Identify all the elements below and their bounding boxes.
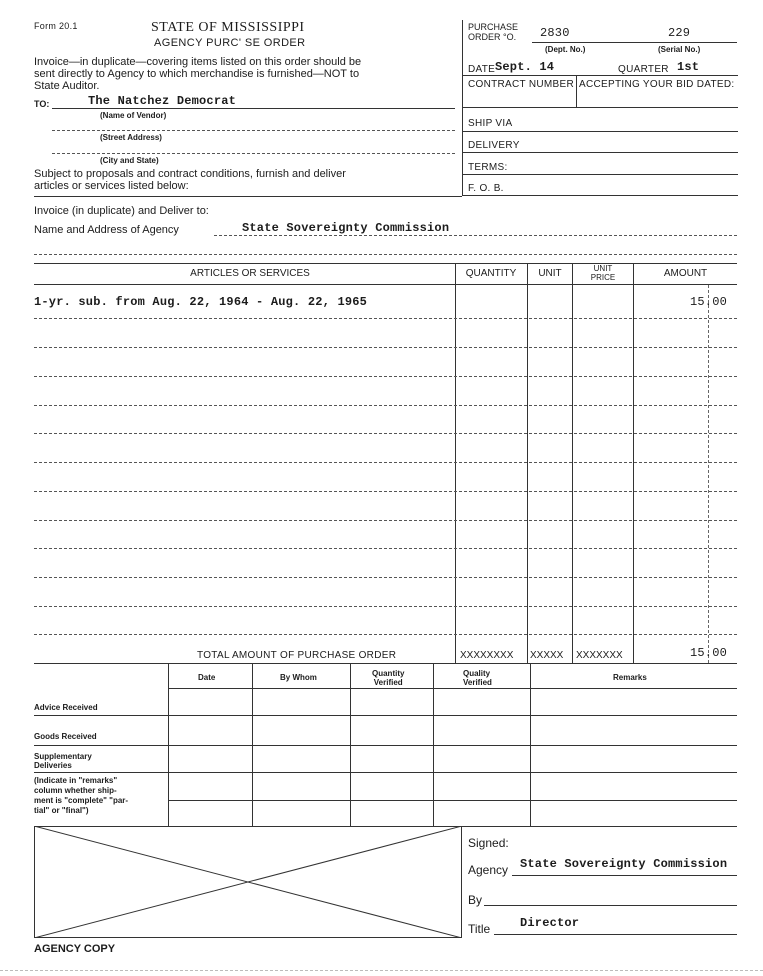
quality-verified-header: Quality Verified [463,669,492,687]
item-rule-line [34,606,737,607]
subject-text: Subject to proposals and contract conditions, furnish and deliver articles or services listed below: [34,168,346,192]
sig-agency-line [512,875,737,876]
item-rule-line [34,405,737,406]
goods-received-label: Goods Received [34,732,97,741]
po-line [532,42,737,43]
agency-line-2 [34,254,737,255]
dept-number: 2830 [540,26,570,40]
amount-header: AMOUNT [663,268,708,279]
perforation-line [0,970,763,971]
remarks-note: (Indicate in "remarks" column whether ship- ment is "complete" "par- tial" or "final") [34,776,129,815]
item-rule-line [34,433,737,434]
items-col-amount [633,263,634,663]
purchase-order-label: PURCHASE ORDER °O. [468,22,519,42]
serial-number: 229 [668,26,691,40]
total-unit: XXXXX [530,650,564,661]
serial-label: (Serial No.) [658,45,701,54]
quarter-value: 1st [677,60,700,74]
street-line [52,130,455,131]
date-line [463,75,738,76]
agency-line [214,235,737,236]
invoice-instructions: Invoice—in duplicate—covering items listed on this order should be sent directly to Agency to which merchandise is furnished—NOT to State Auditor. [34,56,362,92]
quarter-label: QUARTER [618,64,669,75]
sig-title-value: Director [520,916,580,930]
fob-line [463,195,738,196]
supplementary-line [34,772,737,773]
item-rule-line [34,491,737,492]
header-divider [462,20,463,196]
item-article: 1-yr. sub. from Aug. 22, 1964 - Aug. 22, 1965 [34,295,368,309]
unit-price-header: UNIT PRICE [590,264,616,282]
total-unit-price: XXXXXXX [576,650,623,661]
total-amount: 15.00 [690,646,728,660]
terms-line [463,174,738,175]
item-rule-line [34,548,737,549]
street-label: (Street Address) [100,133,162,142]
items-col-qty [455,263,456,663]
date-label: DATE [468,64,496,75]
fob-label: F. O. B. [468,183,504,194]
delivery-line [463,152,738,153]
contract-number-label: CONTRACT NUMBER [468,79,574,90]
form-number: Form 20.1 [34,21,78,31]
ship-via-label: SHIP VIA [468,118,513,129]
dept-label: (Dept. No.) [545,45,586,54]
city-line [52,153,455,154]
supplementary-label: Supplementary Deliveries [34,752,92,770]
subject-line [34,196,462,197]
contract-divider [576,75,577,107]
to-label: TO: [34,99,50,109]
sig-title-label: Title [468,922,491,936]
sig-agency-label: Agency [468,863,509,877]
item-rule-line [34,634,737,635]
item-rule-line [34,520,737,521]
item-amount: 15.00 [690,295,728,309]
item-rule-line [34,577,737,578]
form-title: STATE OF MISSISSIPPI [151,20,305,35]
date-header: Date [198,673,216,682]
sig-agency-value: State Sovereignty Commission [520,857,728,871]
form-subtitle: AGENCY PURC' SE ORDER [154,37,306,49]
item-rule-line [34,347,737,348]
item-rule-line [34,462,737,463]
by-line [484,905,737,906]
remarks-header: Remarks [613,673,647,682]
ship-via-line [463,131,738,132]
total-label: TOTAL AMOUNT OF PURCHASE ORDER [197,650,397,661]
terms-label: TERMS: [468,162,508,173]
advice-received-label: Advice Received [34,703,98,712]
title-line [494,934,737,935]
city-label: (City and State) [100,156,159,165]
vendor-name-label: (Name of Vendor) [100,111,167,120]
unit-header: UNIT [538,268,562,279]
contract-line [463,107,738,108]
deliver-agency: State Sovereignty Commission [242,221,450,235]
items-col-unit [527,263,528,663]
agency-address-label: Name and Address of Agency [34,224,179,236]
by-whom-header: By Whom [280,673,317,682]
agency-copy-footer: AGENCY COPY [34,943,116,955]
delivery-label: DELIVERY [468,140,520,151]
signed-label: Signed: [468,836,509,850]
items-header-line [34,284,737,285]
vendor-line [52,108,455,109]
item-rule-line [34,376,737,377]
recv-line-4 [168,800,737,801]
by-label: By [468,893,483,907]
crossed-box [34,826,462,938]
items-col-unitprice [572,263,573,663]
item-rule-line [34,318,737,319]
advice-line [34,715,737,716]
vendor-name: The Natchez Democrat [88,94,237,108]
quantity-header: QUANTITY [465,268,517,279]
date-value: Sept. 14 [495,60,555,74]
qty-verified-header: Quantity Verified [372,669,405,687]
total-quantity: XXXXXXXX [460,650,514,661]
invoice-deliver-label: Invoice (in duplicate) and Deliver to: [34,205,209,217]
total-line [34,663,737,664]
signature-divider [461,826,462,938]
articles-header: ARTICLES OR SERVICES [190,268,310,279]
recv-header-line [168,688,737,689]
goods-line [34,745,737,746]
accepting-bid-label: ACCEPTING YOUR BID DATED: [579,79,735,90]
